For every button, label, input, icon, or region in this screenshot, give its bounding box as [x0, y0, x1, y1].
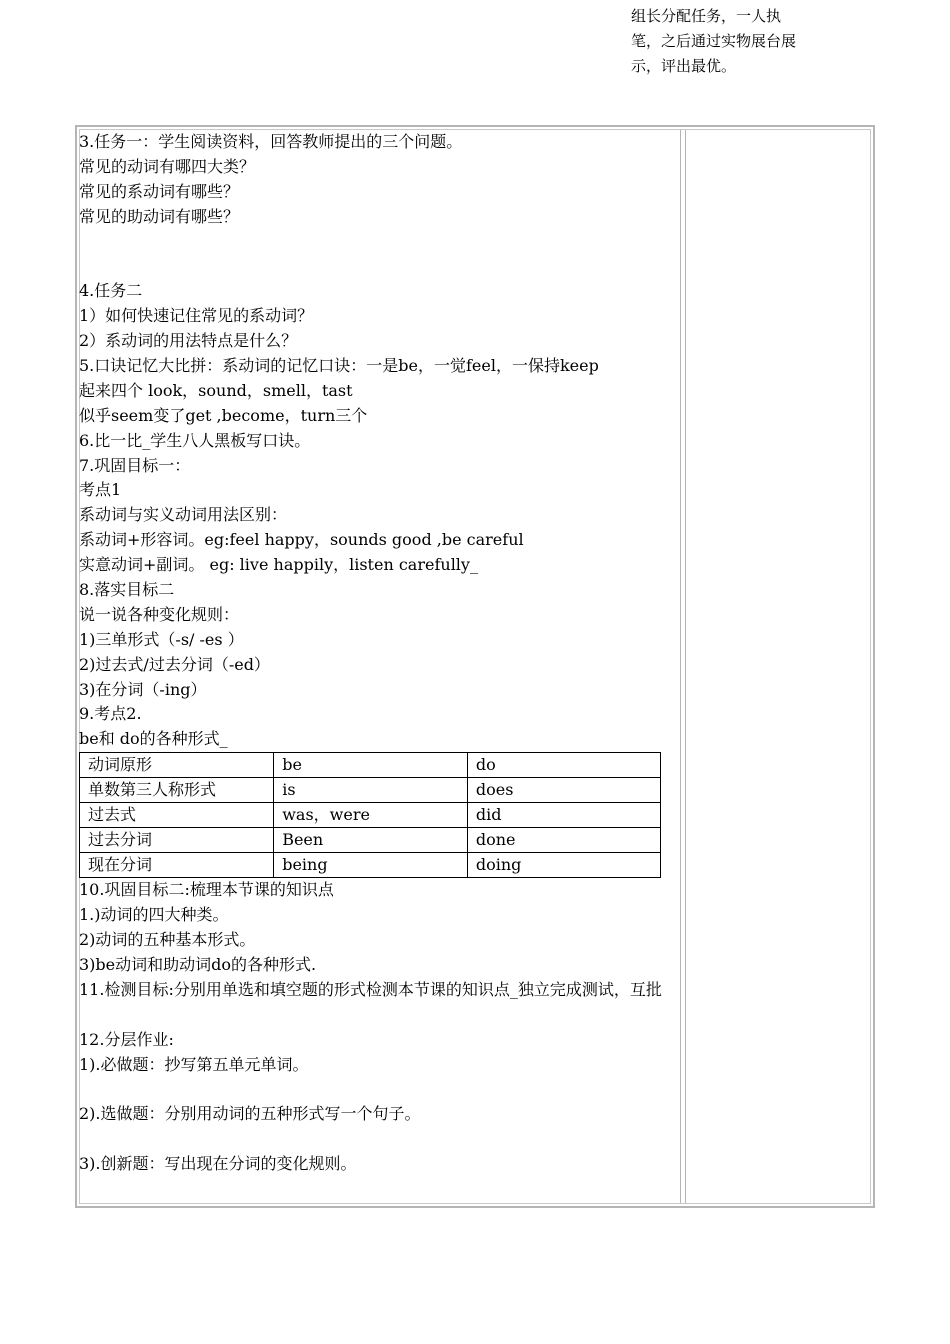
text-line: 常见的助动词有哪些？	[79, 206, 240, 226]
table-cell: be	[274, 753, 468, 778]
text-line: 1）如何快速记住常见的系动词？	[79, 306, 314, 326]
blank-line	[79, 1003, 679, 1028]
text-line: 系动词+形容词。eg:feel happy，sounds good ,be careful	[79, 530, 524, 550]
table-cell: done	[467, 828, 660, 853]
blank-line	[79, 254, 679, 279]
text-line: 系动词与实义动词用法区别：	[79, 505, 288, 525]
table-cell: is	[274, 778, 468, 803]
blank-line	[79, 230, 679, 255]
text-line: 7.巩固目标一：	[79, 455, 191, 475]
table-cell: 过去分词	[80, 828, 274, 853]
homework-item: 1).必做题：抄写第五单元单词。	[79, 1054, 309, 1074]
table-row	[80, 753, 661, 778]
table-row	[80, 828, 661, 853]
homework-item: 3).创新题：写出现在分词的变化规则。	[79, 1154, 357, 1174]
text-line: 4.任务二	[79, 281, 143, 301]
table-cell: Been	[274, 828, 468, 853]
lesson-content	[79, 130, 679, 1177]
text-line: 9.考点2.	[79, 704, 142, 724]
text-line: 2）系动词的用法特点是什么？	[79, 331, 298, 351]
table-cell: does	[467, 778, 660, 803]
table-cell: 过去式	[80, 803, 274, 828]
table-cell: 现在分词	[80, 853, 274, 878]
blank-line	[79, 1077, 679, 1102]
side-note: 组长分配任务，一人执笔，之后通过实物展台展示，评出最优。	[631, 7, 797, 75]
text-line: 3.任务一：学生阅读资料，回答教师提出的三个问题。	[79, 132, 463, 151]
text-line: 2)过去式/过去分词（-ed）	[79, 654, 270, 674]
text-line: 考点1	[79, 480, 122, 500]
text-line: 2)动词的五种基本形式。	[79, 930, 256, 950]
homework-title: 12.分层作业:	[79, 1029, 174, 1049]
table-cell: 动词原形	[80, 753, 274, 778]
text-line: 常见的系动词有哪些？	[79, 181, 240, 201]
verb-forms-table	[79, 752, 661, 878]
text-line: 似乎seem变了get ,become，turn三个	[79, 405, 368, 425]
text-line: be和 do的各种形式_	[79, 729, 228, 749]
text-line: 5.口诀记忆大比拼：系动词的记忆口诀：一是be，一觉feel，一保持keep	[79, 356, 599, 376]
text-line: 常见的动词有哪四大类？	[79, 156, 256, 176]
text-line: 10.巩固目标二:梳理本节课的知识点	[79, 880, 334, 900]
text-line: 1)三单形式（-s/ -es ）	[79, 629, 244, 649]
text-line: 6.比一比_学生八人黑板写口诀。	[79, 430, 311, 450]
homework-item: 2).选做题：分别用动词的五种形式写一个句子。	[79, 1104, 421, 1124]
table-cell: being	[274, 853, 468, 878]
text-line: 起来四个 look，sound，smell，tast	[79, 380, 353, 400]
text-line: 实意动词+副词。 eg: live happily，listen carefully_	[79, 555, 478, 575]
text-line: 1.)动词的四大种类。	[79, 905, 229, 925]
table-cell: 单数第三人称形式	[80, 778, 274, 803]
table-cell: doing	[467, 853, 660, 878]
text-line: 3)在分词（-ing）	[79, 679, 207, 699]
blank-line	[79, 1127, 679, 1152]
table-row	[80, 803, 661, 828]
table-cell: was，were	[274, 803, 468, 828]
table-cell: do	[467, 753, 660, 778]
text-line: 3)be动词和助动词do的各种形式.	[79, 954, 317, 974]
table-row	[80, 778, 661, 803]
text-line: 11.检测目标:分别用单选和填空题的形式检测本节课的知识点_独立完成测试，互批	[79, 979, 662, 999]
table-row	[80, 853, 661, 878]
text-line: 说一说各种变化规则：	[79, 604, 240, 624]
column-divider	[685, 130, 686, 1203]
text-line: 8.落实目标二	[79, 580, 175, 600]
table-cell: did	[467, 803, 660, 828]
